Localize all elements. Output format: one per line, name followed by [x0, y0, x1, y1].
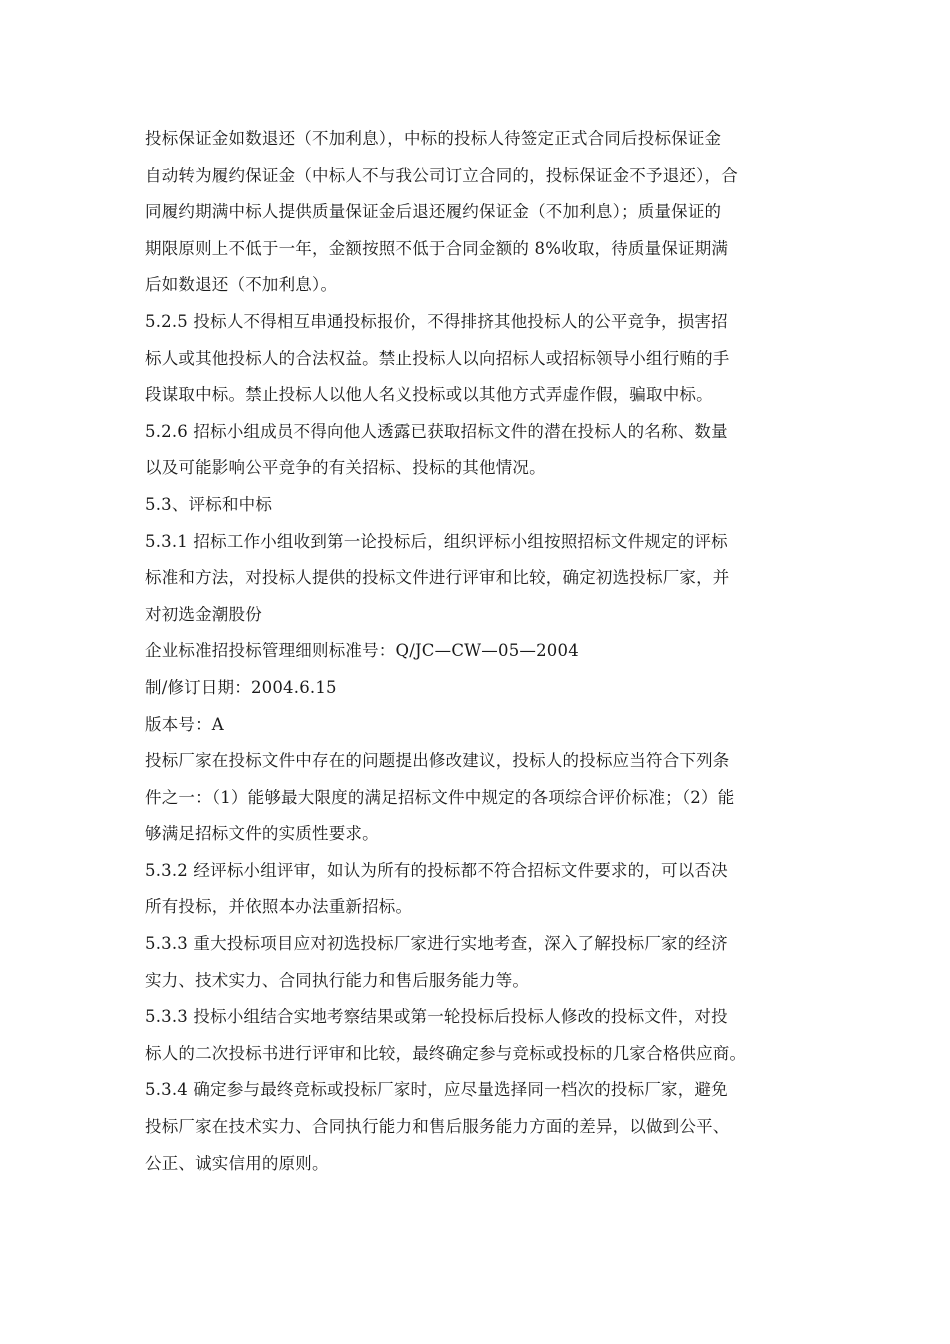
text-line: 标人或其他投标人的合法权益。禁止投标人以向招标人或招标领导小组行贿的手 — [145, 348, 730, 368]
text-line: 后如数退还（不加利息）。 — [145, 275, 338, 295]
text-line: 制/修订日期：2004.6.15 — [145, 677, 337, 697]
text-line: 5.3.4 确定参与最终竞标或投标厂家时，应尽量选择同一档次的投标厂家，避免 — [145, 1080, 728, 1100]
text-line: 标人的二次投标书进行评审和比较，最终确定参与竞标或投标的几家合格供应商。 — [145, 1043, 747, 1063]
text-line: 自动转为履约保证金（中标人不与我公司订立合同的，投标保证金不予退还），合 — [145, 165, 738, 185]
paragraph-5-2-5 — [145, 304, 813, 414]
paragraph-5-3-2 — [145, 853, 813, 926]
paragraph-5-3-4 — [145, 1072, 813, 1182]
document-body — [145, 121, 813, 1182]
text-line: 段谋取中标。禁止投标人以他人名义投标或以其他方式弄虚作假，骗取中标。 — [145, 385, 713, 405]
text-line: 5.3.1 招标工作小组收到第一论投标后，组织评标小组按照招标文件规定的评标 — [145, 531, 728, 551]
text-line: 期限原则上不低于一年，金额按照不低于合同金额的 8%收取，待质量保证期满 — [145, 238, 729, 258]
text-line: 所有投标，并依照本办法重新招标。 — [145, 897, 413, 917]
text-line: 5.3、评标和中标 — [145, 494, 273, 514]
text-line: 实力、技术实力、合同执行能力和售后服务能力等。 — [145, 970, 530, 990]
text-line: 投标厂家在技术实力、合同执行能力和售后服务能力方面的差异，以做到公平、 — [145, 1117, 730, 1137]
text-line: 投标厂家在投标文件中存在的问题提出修改建议，投标人的投标应当符合下列条 — [145, 751, 730, 771]
section-heading-5-3 — [145, 487, 813, 524]
paragraph-deposit-refund — [145, 121, 813, 304]
text-line: 够满足招标文件的实质性要求。 — [145, 824, 379, 844]
text-line: 件之一：（1）能够最大限度的满足招标文件中规定的各项综合评价标准；（2）能 — [145, 787, 735, 807]
text-line: 以及可能影响公平竞争的有关招标、投标的其他情况。 — [145, 458, 546, 478]
revision-date-line — [145, 670, 813, 707]
paragraph-5-3-1 — [145, 524, 813, 634]
text-line: 公正、诚实信用的原则。 — [145, 1153, 329, 1173]
paragraph-5-3-3-second-round — [145, 999, 813, 1072]
text-line: 对初选金潮股份 — [145, 604, 262, 624]
text-line: 5.3.2 经评标小组评审，如认为所有的投标都不符合招标文件要求的，可以否决 — [145, 860, 728, 880]
text-line: 投标保证金如数退还（不加利息），中标的投标人待签定正式合同后投标保证金 — [145, 129, 722, 148]
text-line: 同履约期满中标人提供质量保证金后退还履约保证金（不加利息）；质量保证的 — [145, 202, 722, 222]
text-line: 企业标准招投标管理细则标准号：Q/JC—CW—05—2004 — [145, 641, 579, 661]
text-line: 5.3.3 重大投标项目应对初选投标厂家进行实地考查，深入了解投标厂家的经济 — [145, 934, 728, 954]
text-line: 5.2.5 投标人不得相互串通投标报价，不得排挤其他投标人的公平竞争，损害招 — [145, 311, 728, 331]
version-line — [145, 707, 813, 744]
paragraph-5-2-6 — [145, 414, 813, 487]
text-line: 5.3.3 投标小组结合实地考察结果或第一轮投标后投标人修改的投标文件，对投 — [145, 1007, 728, 1027]
text-line: 版本号：A — [145, 714, 224, 734]
paragraph-5-3-3-site-inspection — [145, 926, 813, 999]
paragraph-bid-conditions — [145, 743, 813, 853]
text-line: 5.2.6 招标小组成员不得向他人透露已获取招标文件的潜在投标人的名称、数量 — [145, 421, 728, 441]
standard-number-line — [145, 633, 813, 670]
text-line: 标准和方法，对投标人提供的投标文件进行评审和比较，确定初选投标厂家，并 — [145, 568, 730, 588]
